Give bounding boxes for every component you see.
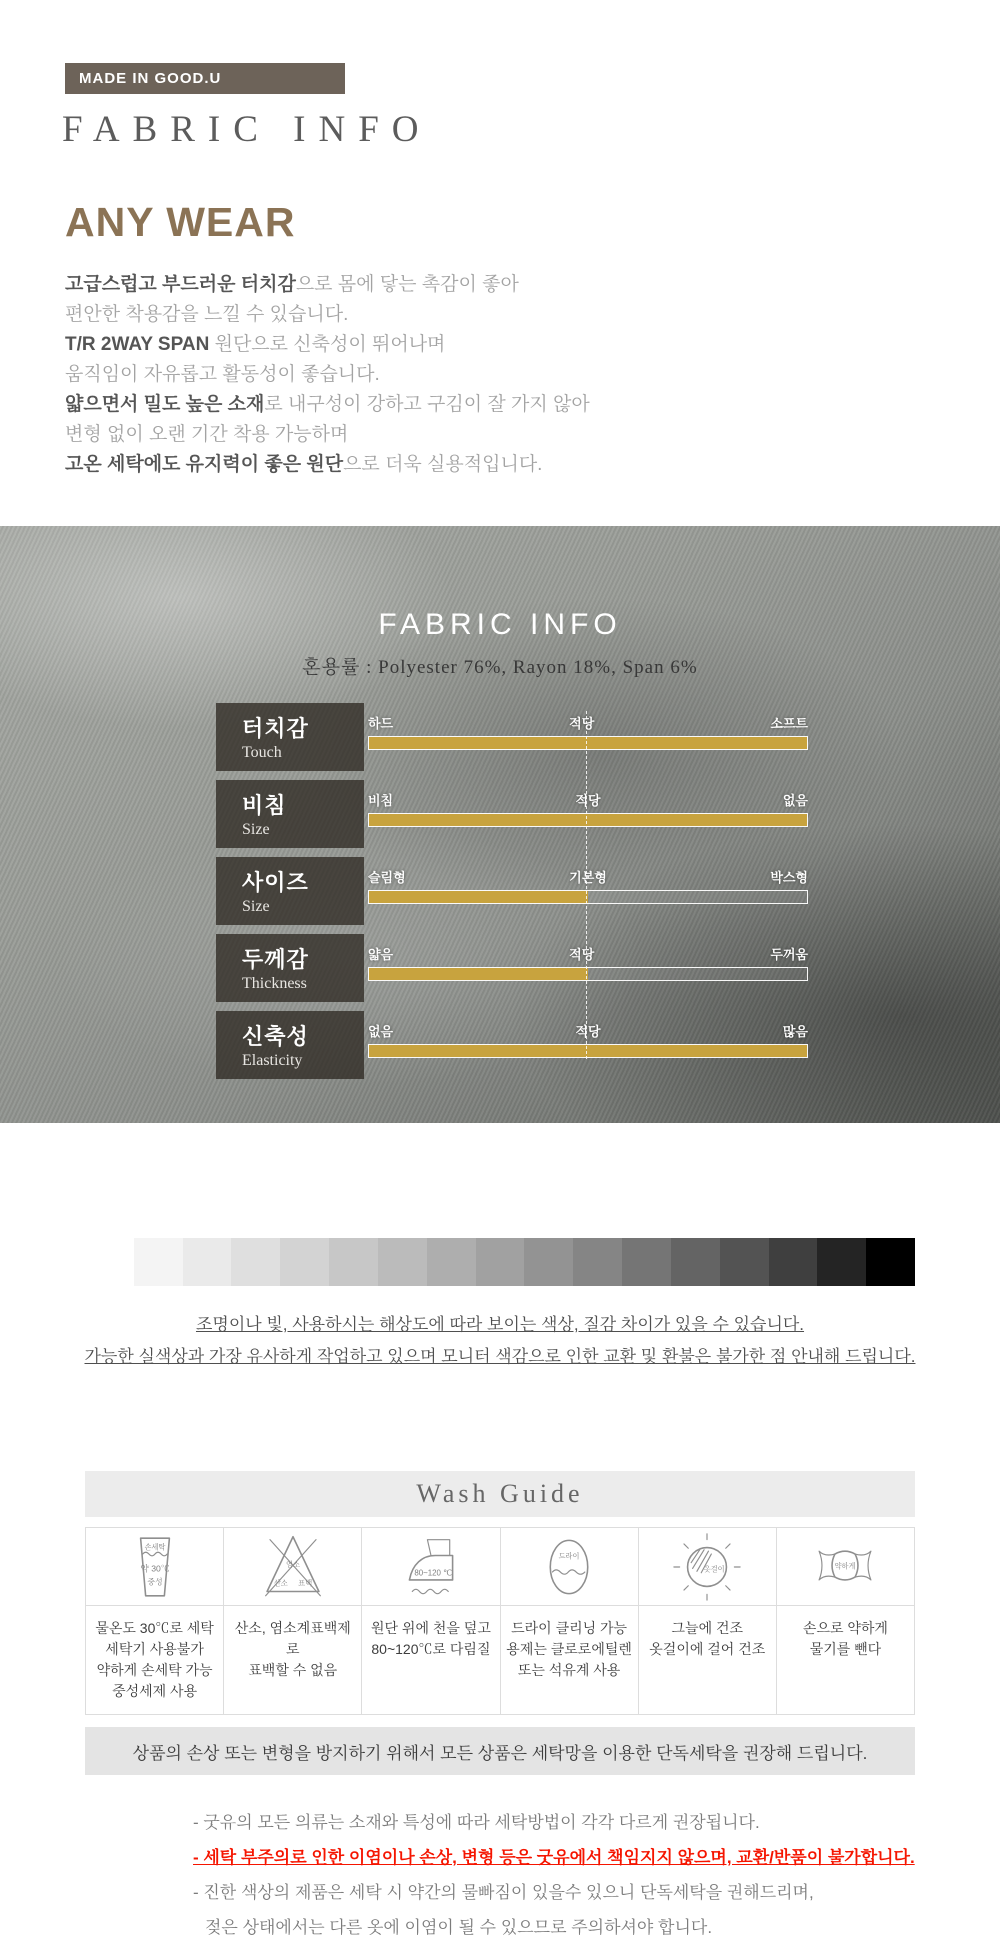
grayscale-swatch <box>573 1238 622 1286</box>
wash-item-shade-dry <box>638 1528 776 1714</box>
intro-line-rest: 원단으로 신축성이 뛰어나며 <box>209 334 446 355</box>
laundry-net-notice: 상품의 손상 또는 변형을 방지하기 위해서 모든 상품은 세탁망을 이용한 단독세탁을 권장해 드립니다. <box>85 1727 915 1775</box>
fabric-chart-row-label <box>216 1011 364 1079</box>
bar-tick-labels <box>368 944 808 963</box>
wash-item-text <box>777 1606 914 1696</box>
wash-item-text-line: 표백할 수 없음 <box>248 1662 338 1678</box>
svg-text:옷걸이: 옷걸이 <box>704 1563 725 1573</box>
grayscale-swatch <box>817 1238 866 1286</box>
tick-right: 박스형 <box>770 870 808 885</box>
tick-center: 적당 <box>569 716 595 731</box>
intro-text <box>65 270 1000 480</box>
tick-left: 얇음 <box>368 947 394 962</box>
wash-item-text <box>362 1606 499 1696</box>
tick-left: 하드 <box>368 716 394 731</box>
intro-line <box>65 450 1000 480</box>
grayscale-swatch <box>280 1238 329 1286</box>
intro-line-rest: 움직임이 자유롭고 활동성이 좋습니다. <box>65 364 380 385</box>
wash-item-text-line: 원단 위에 천을 덮고 <box>370 1620 491 1636</box>
intro-line-rest: 로 내구성이 강하고 구김이 잘 가지 않아 <box>264 394 590 415</box>
wash-item-text-line: 그늘에 건조 <box>671 1620 744 1636</box>
wash-item-text-line: 물기를 뺀다 <box>809 1641 882 1657</box>
grayscale-swatch <box>671 1238 720 1286</box>
fabric-chart-row-label <box>216 703 364 771</box>
row-label-english: Size <box>242 898 270 915</box>
tick-right: 두꺼움 <box>770 947 808 962</box>
property-bar <box>368 813 808 827</box>
row-label-korean: 사이즈 <box>242 870 309 895</box>
wash-item-dry-clean <box>500 1528 638 1714</box>
row-label-english: Thickness <box>242 975 307 992</box>
wash-item-text <box>501 1606 638 1696</box>
bar-tick-labels <box>368 1021 808 1040</box>
row-label-korean: 두께감 <box>242 947 309 972</box>
intro-line-bold: T/R 2WAY SPAN <box>65 334 210 355</box>
svg-text:80~120 ℃: 80~120 ℃ <box>414 1568 452 1578</box>
wash-item-text-line: 약하게 손세탁 가능 <box>96 1662 213 1678</box>
grayscale-swatch <box>231 1238 280 1286</box>
tick-right: 많음 <box>782 1024 808 1039</box>
grayscale-swatch <box>134 1238 183 1286</box>
wash-item-text-line: 드라이 클리닝 가능 <box>511 1620 628 1636</box>
wash-item-text-line: 산소, 염소계표백제로 <box>234 1620 351 1657</box>
intro-line-rest: 으로 더욱 실용적입니다. <box>343 454 543 475</box>
grayscale-swatch <box>476 1238 525 1286</box>
wash-item-text-line: 용제는 클로로에틸렌 <box>506 1641 632 1657</box>
grayscale-palette <box>85 1238 915 1286</box>
wash-item-text <box>639 1606 776 1696</box>
gentle-wring-icon <box>777 1528 914 1606</box>
color-notice-line2: 가능한 실색상과 가장 유사하게 작업하고 있으며 모니터 색감으로 인한 교환 및 환불은 불가한 점 안내해 드립니다. <box>84 1347 916 1366</box>
wash-guide-title: Wash Guide <box>416 1479 584 1508</box>
property-bar-fill <box>369 1045 807 1057</box>
fabric-chart-row-label <box>216 780 364 848</box>
wash-item-text-line: 중성세제 사용 <box>112 1683 198 1699</box>
color-notice-line1: 조명이나 빛, 사용하시는 해상도에 따라 보이는 색상, 질감 차이가 있을 수 있습니다. <box>195 1315 805 1334</box>
intro-line <box>65 300 1000 330</box>
fabric-chart-row-label <box>216 857 364 925</box>
property-bar-fill <box>369 968 588 980</box>
row-label-korean: 신축성 <box>242 1024 309 1049</box>
intro-line-rest: 으로 몸에 닿는 촉감이 좋아 <box>295 274 519 295</box>
dry-clean-icon <box>501 1528 638 1606</box>
intro-line-bold: 고온 세탁에도 유지력이 좋은 원단 <box>65 454 344 475</box>
grayscale-swatch <box>427 1238 476 1286</box>
grayscale-swatch <box>85 1238 134 1286</box>
property-bar <box>368 890 808 904</box>
grayscale-swatch <box>524 1238 573 1286</box>
bottom-note-line: 젖은 상태에서는 다른 옷에 이염이 될 수 있으므로 주의하셔야 합니다. <box>205 1918 713 1937</box>
intro-line <box>65 330 1000 360</box>
svg-text:염소: 염소 <box>285 1559 300 1569</box>
wash-guide-header <box>85 1471 915 1517</box>
bottom-note-line: - 진한 색상의 제품은 세탁 시 약간의 물빠짐이 있을수 있으니 단독세탁을 권해드리며, <box>193 1883 814 1902</box>
wash-item-text-line: 물온도 30℃로 세탁 <box>95 1620 214 1636</box>
grayscale-swatch <box>769 1238 818 1286</box>
wash-item-text-line: 옷걸이에 걸어 건조 <box>649 1641 766 1657</box>
iron-cloth-icon <box>362 1528 499 1606</box>
tick-right: 없음 <box>782 793 808 808</box>
svg-text:산소: 산소 <box>273 1578 288 1588</box>
wash-item-text-line: 세탁기 사용불가 <box>105 1641 204 1657</box>
bottom-note-line: - 굿유의 모든 의류는 소재와 특성에 따라 세탁방법이 각각 다르게 권장됩니다. <box>193 1813 760 1832</box>
page-title: FABRIC INFO <box>62 109 432 150</box>
property-bar-fill <box>369 891 588 903</box>
intro-line <box>65 420 1000 450</box>
tick-left: 없음 <box>368 1024 394 1039</box>
product-subtitle: ANY WEAR <box>65 199 296 245</box>
fabric-chart-row <box>216 934 808 1002</box>
bar-tick-labels <box>368 867 808 886</box>
wash-item-text-line: 또는 석유계 사용 <box>517 1662 621 1678</box>
tick-left: 비침 <box>368 793 394 808</box>
svg-text:중성: 중성 <box>146 1576 163 1586</box>
fabric-chart-row <box>216 1011 808 1079</box>
svg-text:표백: 표백 <box>298 1578 312 1588</box>
wash-item-no-bleach <box>223 1528 361 1714</box>
tick-center: 적당 <box>569 947 595 962</box>
bottom-note-line: - 세탁 부주의로 인한 이염이나 손상, 변형 등은 굿유에서 책임지지 않으며, 교환/반품이 불가합니다. <box>193 1848 915 1867</box>
grayscale-swatch <box>866 1238 915 1286</box>
grayscale-swatch <box>378 1238 427 1286</box>
wash-item-text <box>86 1606 223 1714</box>
made-in-badge: MADE IN GOOD.U <box>65 63 345 94</box>
row-label-english: Elasticity <box>242 1052 303 1069</box>
fabric-chart-row <box>216 780 808 848</box>
property-bar <box>368 1044 808 1058</box>
property-bar <box>368 736 808 750</box>
bar-tick-labels <box>368 790 808 809</box>
fabric-info-title: FABRIC INFO <box>378 608 622 641</box>
wash-guide-table <box>85 1527 915 1715</box>
intro-line <box>65 270 1000 300</box>
intro-line-bold: 얇으면서 밀도 높은 소재 <box>65 394 265 415</box>
fabric-chart-row <box>216 857 808 925</box>
intro-line-rest: 변형 없이 오랜 기간 착용 가능하며 <box>65 424 349 445</box>
row-label-english: Touch <box>242 744 282 761</box>
grayscale-swatch <box>183 1238 232 1286</box>
svg-text:약하게: 약하게 <box>835 1560 856 1570</box>
property-bar-fill <box>369 814 807 826</box>
wash-item-text <box>224 1606 361 1696</box>
fabric-chart-row <box>216 703 808 771</box>
intro-line-rest: 편안한 착용감을 느낄 수 있습니다. <box>65 304 349 325</box>
svg-text:손세탁: 손세탁 <box>144 1542 165 1552</box>
shade-dry-icon <box>639 1528 776 1606</box>
chart-center-dashed-line <box>586 711 587 1059</box>
property-bar <box>368 967 808 981</box>
grayscale-swatch <box>622 1238 671 1286</box>
svg-text:드라이: 드라이 <box>558 1550 580 1560</box>
wash-item-wring <box>776 1528 914 1714</box>
property-bar-fill <box>369 737 807 749</box>
row-label-korean: 터치감 <box>242 716 309 741</box>
color-notice <box>0 1310 1000 1367</box>
bar-tick-labels <box>368 713 808 732</box>
bottom-notes <box>193 1805 1000 1945</box>
row-label-korean: 비침 <box>242 793 287 818</box>
grayscale-swatch <box>329 1238 378 1286</box>
fabric-chart-row-label <box>216 934 364 1002</box>
tick-right: 소프트 <box>770 716 808 731</box>
intro-line <box>65 390 1000 420</box>
wash-item-text-line: 손으로 약하게 <box>802 1620 888 1636</box>
svg-text:약 30℃: 약 30℃ <box>140 1562 170 1573</box>
tick-center: 적당 <box>575 1024 601 1039</box>
fabric-composition: 혼용률 : Polyester 76%, Rayon 18%, Span 6% <box>302 657 698 678</box>
grayscale-swatch <box>720 1238 769 1286</box>
tick-left: 슬림형 <box>368 870 406 885</box>
fabric-chart <box>216 703 808 1079</box>
hand-wash-tub-icon <box>86 1528 223 1606</box>
wash-item-text-line: 80~120℃로 다림질 <box>371 1641 491 1657</box>
intro-line <box>65 360 1000 390</box>
row-label-english: Size <box>242 821 270 838</box>
wash-item-hand-wash <box>86 1528 223 1714</box>
tick-center: 적당 <box>575 793 601 808</box>
fabric-photo-section <box>0 526 1000 1123</box>
intro-line-bold: 고급스럽고 부드러운 터치감 <box>65 274 296 295</box>
wash-item-iron <box>361 1528 499 1714</box>
tick-center: 기본형 <box>569 870 607 885</box>
no-bleach-icon <box>224 1528 361 1606</box>
